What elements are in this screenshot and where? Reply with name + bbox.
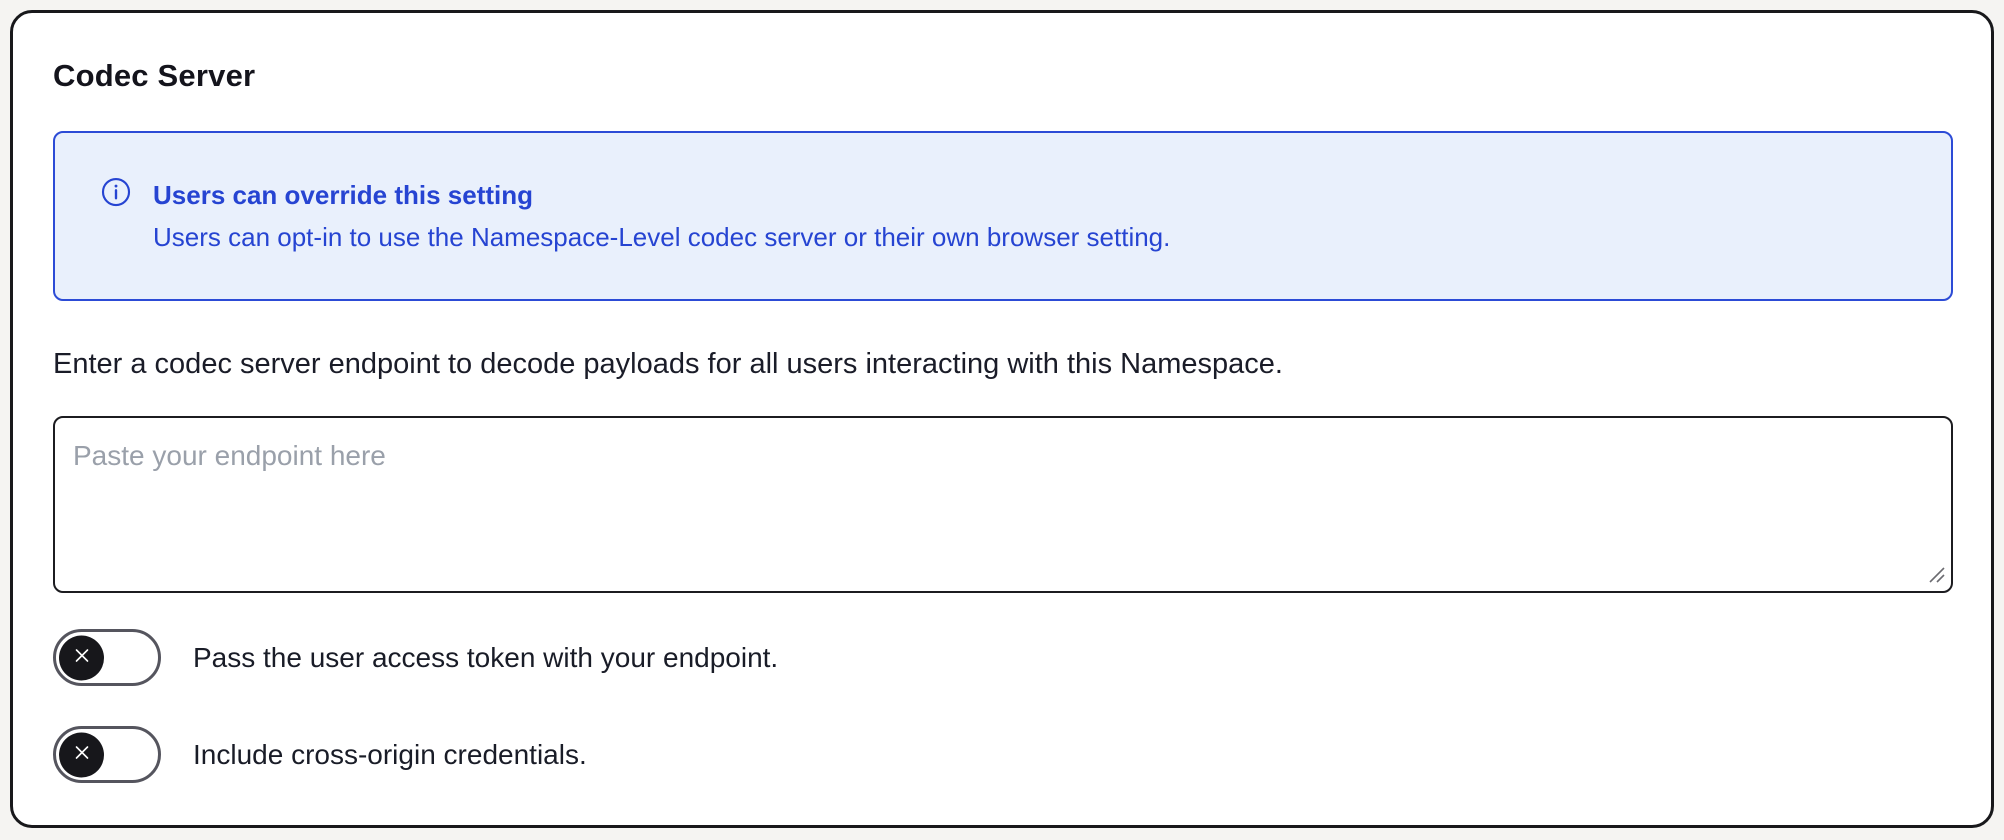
info-banner-text (153, 174, 1170, 258)
endpoint-input-wrap (53, 416, 1953, 593)
endpoint-input[interactable] (53, 416, 1953, 593)
codec-server-card (10, 10, 1994, 828)
x-icon (70, 643, 94, 672)
toggle-knob (59, 732, 104, 777)
cross-origin-toggle[interactable] (53, 726, 161, 783)
info-banner-description: Users can opt-in to use the Namespace-Level codec server or their own browser setting. (153, 222, 1171, 252)
x-icon (70, 740, 94, 769)
endpoint-description: Enter a codec server endpoint to decode payloads for all users interacting with this Namespace. (53, 348, 1283, 380)
cross-origin-toggle-label: Include cross-origin credentials. (193, 738, 587, 770)
info-banner-title: Users can override this setting (153, 180, 534, 210)
access-token-toggle-row (53, 629, 1951, 686)
toggle-knob (59, 635, 104, 680)
access-token-toggle-label: Pass the user access token with your endpoint. (193, 641, 779, 673)
info-banner-content (101, 174, 1170, 258)
cross-origin-toggle-row (53, 726, 1951, 783)
info-banner (53, 131, 1953, 301)
access-token-toggle[interactable] (53, 629, 161, 686)
info-circle-icon (101, 177, 131, 207)
section-title: Codec Server (53, 58, 256, 93)
